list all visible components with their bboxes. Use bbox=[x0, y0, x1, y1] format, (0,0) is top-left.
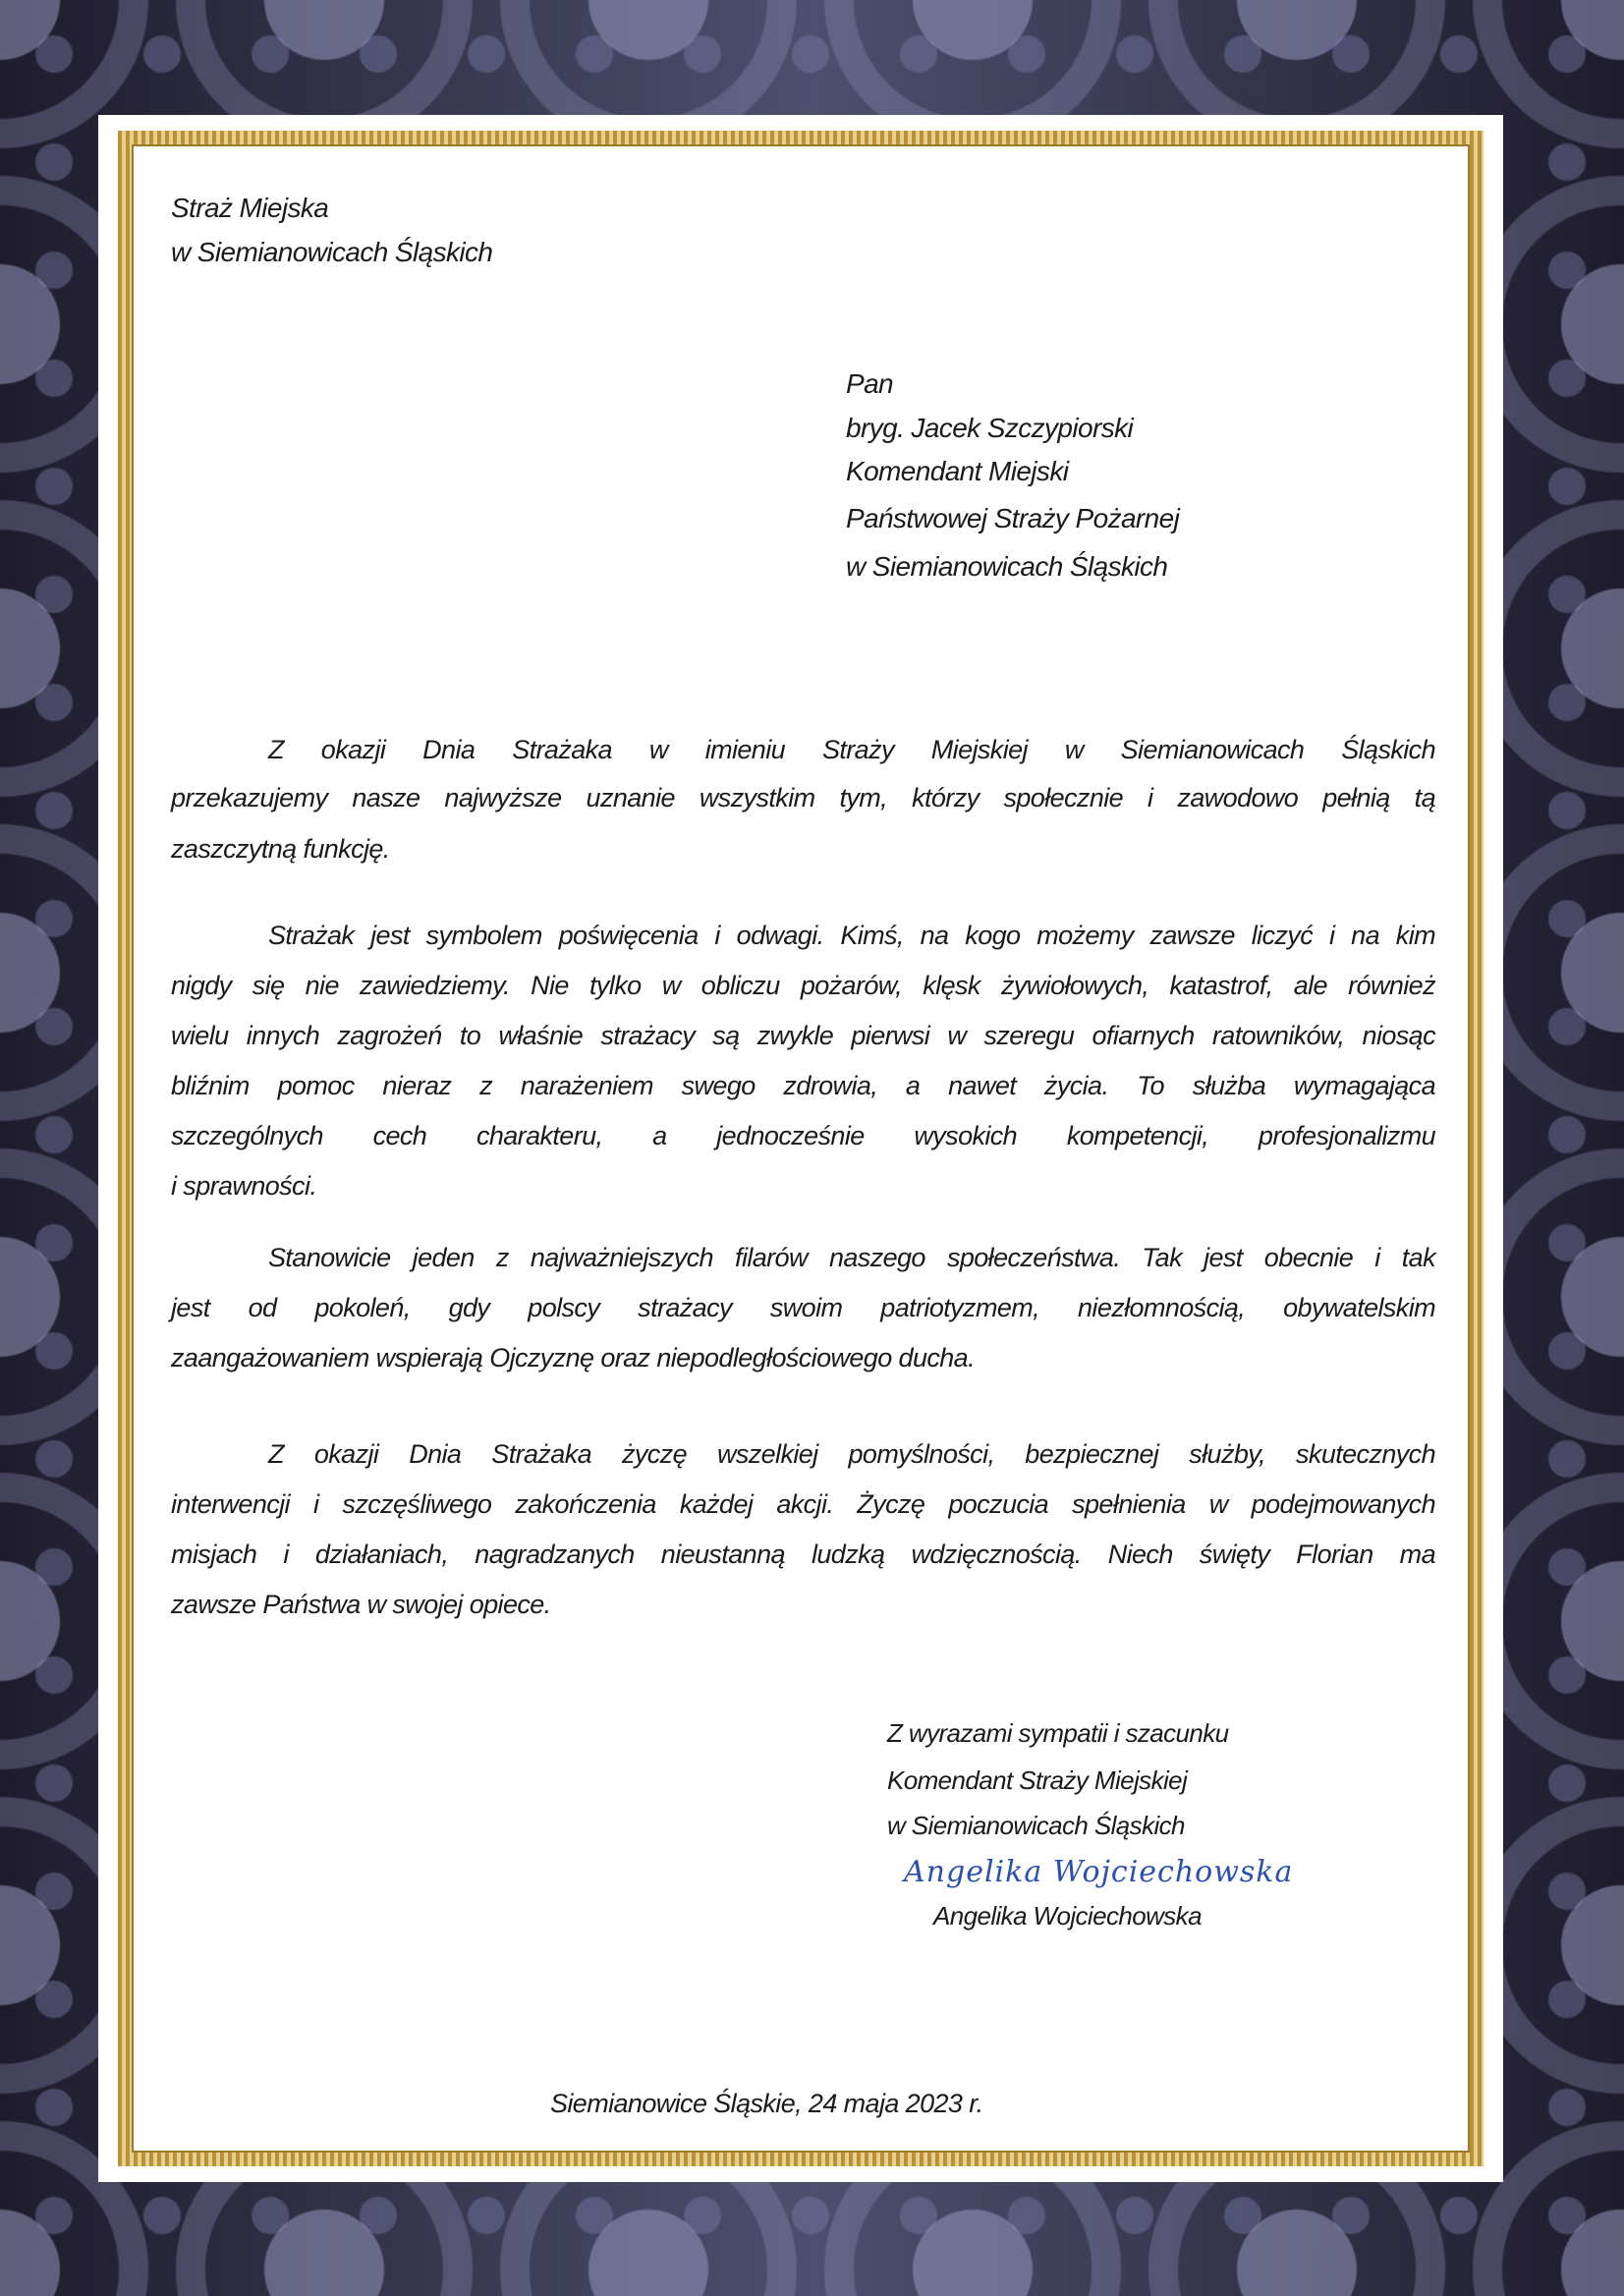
recipient-line: w Siemianowicach Śląskich bbox=[846, 551, 1168, 582]
recipient-line: bryg. Jacek Szczypiorski bbox=[846, 413, 1134, 443]
recipient-line: Państwowej Straży Pożarnej bbox=[846, 503, 1180, 533]
text-line: Z okazji Dnia Strażaka życzę wszelkiej pomyślności, bezpiecznej służby, skutecznych bbox=[268, 1439, 1435, 1469]
recipient-line: Komendant Miejski bbox=[846, 456, 1069, 486]
date-place: Siemianowice Śląskie, 24 maja 2023 r. bbox=[550, 2089, 983, 2118]
text-line: i sprawności. bbox=[171, 1171, 317, 1201]
text-line: Stanowicie jeden z najważniejszych filarów naszego społeczeństwa. Tak jest obecnie i tak bbox=[268, 1243, 1435, 1272]
text-line: szczególnych cech charakteru, a jednocześnie wysokich kompetencji, profesjonalizmu bbox=[171, 1121, 1435, 1150]
text-line: Strażak jest symbolem poświęcenia i odwagi. Kimś, na kogo możemy zawsze liczyć i na kim bbox=[268, 921, 1435, 950]
text-line: zaszczytną funkcję. bbox=[171, 834, 390, 864]
text-line: misjach i działaniach, nagradzanych nieustanną ludzką wdzięcznością. Niech święty Florian ma bbox=[171, 1540, 1435, 1569]
text-line: zawsze Państwa w swojej opiece. bbox=[171, 1590, 551, 1619]
signatory-name: Angelika Wojciechowska bbox=[933, 1901, 1202, 1931]
text-line: przekazujemy nasze najwyższe uznanie wszystkim tym, którzy społecznie i zawodowo pełnią tą bbox=[171, 783, 1435, 812]
text-line: jest od pokoleń, gdy polscy strażacy swoim patriotyzmem, niezłomnością, obywatelskim bbox=[171, 1293, 1435, 1322]
text-line: zaangażowaniem wspierają Ojczyznę oraz niepodległościowego ducha. bbox=[171, 1343, 976, 1372]
handwritten-signature: Angelika Wojciechowska bbox=[904, 1855, 1294, 1889]
closing-line: Z wyrazami sympatii i szacunku bbox=[887, 1718, 1229, 1748]
text-line: bliźnim pomoc nieraz z narażeniem swego zdrowia, a nawet życia. To służba wymagająca bbox=[171, 1071, 1435, 1100]
text-line: interwencji i szczęśliwego zakończenia każdej akcji. Życzę poczucia spełnienia w podejmowanych bbox=[171, 1489, 1435, 1519]
recipient-line: Pan bbox=[846, 368, 894, 399]
text-line: Z okazji Dnia Strażaka w imieniu Straży Miejskiej w Siemianowicach Śląskich bbox=[268, 735, 1435, 764]
text-line: wielu innych zagrożeń to właśnie strażacy są zwykle pierwsi w szeregu ofiarnych ratowników, niosąc bbox=[171, 1021, 1435, 1050]
sender-line-1: Straż Miejska bbox=[171, 193, 329, 223]
sender-line-2: w Siemianowicach Śląskich bbox=[171, 237, 493, 267]
closing-line: Komendant Straży Miejskiej bbox=[887, 1765, 1188, 1795]
closing-line: w Siemianowicach Śląskich bbox=[887, 1811, 1185, 1840]
text-line: nigdy się nie zawiedziemy. Nie tylko w obliczu pożarów, klęsk żywiołowych, katastrof, ale również bbox=[171, 971, 1435, 1000]
